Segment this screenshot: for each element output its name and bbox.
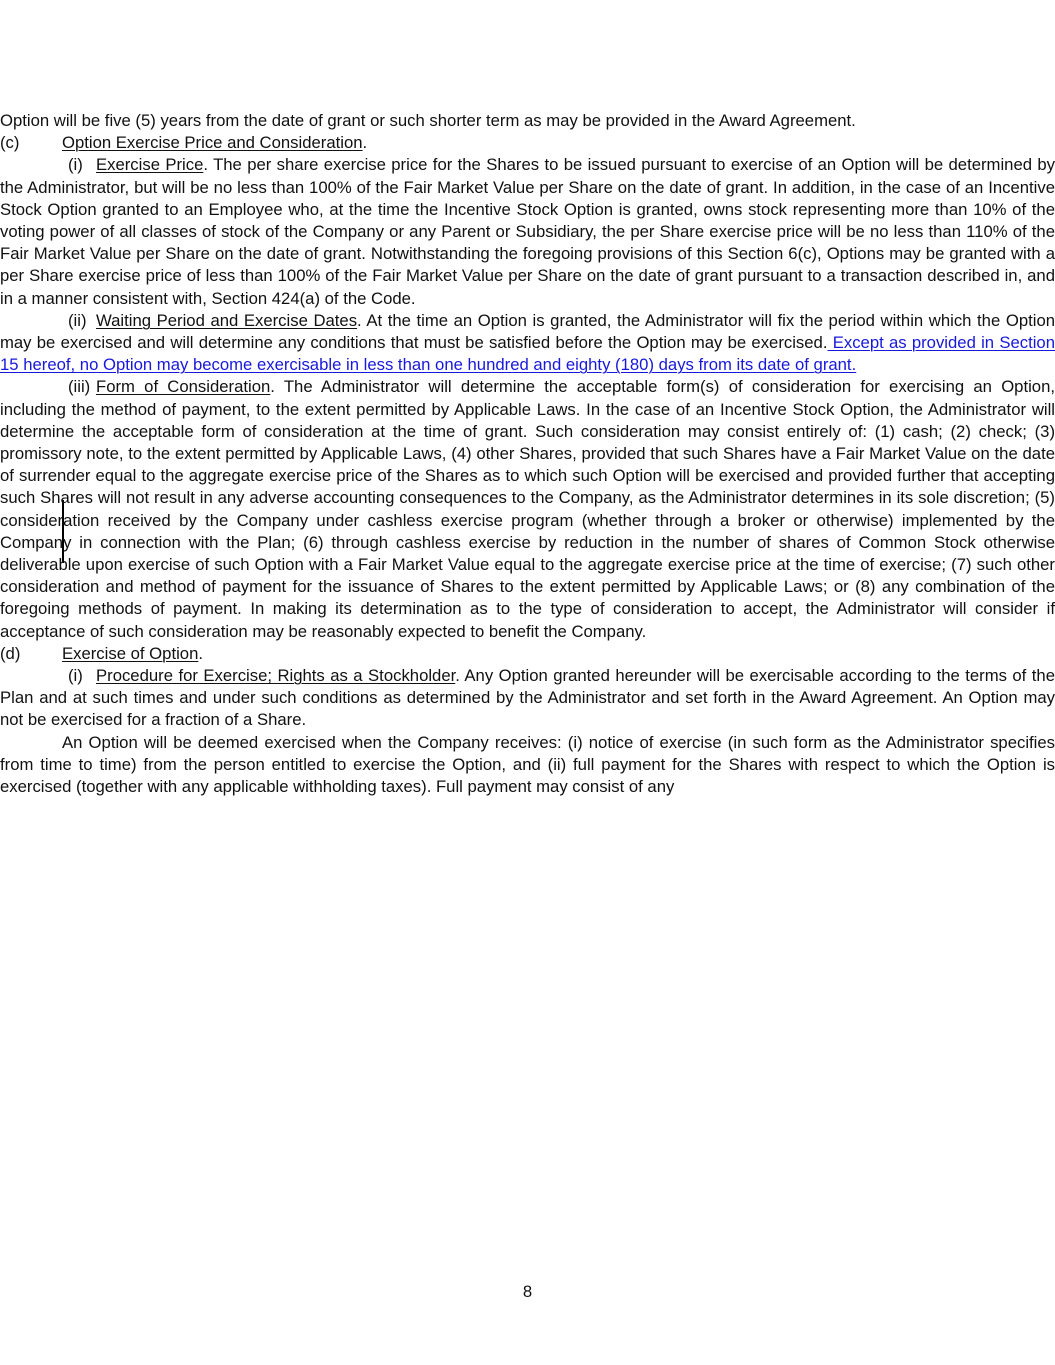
subsection-label-d-i: (i)	[68, 666, 83, 686]
page-number: 8	[522, 1282, 533, 1301]
section-label-c: (c)	[0, 133, 20, 153]
subsection-body-d-i: . Any Option granted hereunder will be exercisable according to the terms of the Plan and at such times and under such conditions as determined by the Administrator and set forth in the Award Agreement. An Option may not be exercised for a fraction of a Share.	[0, 666, 1055, 730]
section-title-c: Option Exercise Price and Consideration	[62, 133, 363, 153]
section-heading-d	[0, 643, 1055, 665]
subsection-title-form-of-consideration: Form of Consideration	[96, 377, 271, 397]
subsection-body-c-iii: . The Administrator will determine the acceptable form(s) of consideration for exercising an Option, including the method of payment, to the extent permitted by Applicable Laws. In the case of an Incentive Stock Option, the Administrator will determine the acceptable form of consideration at the time of grant. Such consideration may consist entirely of: (1) cash; (2) check; (3) promissory note, to the extent permitted by Applicable Laws, (4) other Shares, provided that such Shares have a Fair Market Value on the date of surrender equal to the aggregate exercise price of the Shares as to which such Option will be exercised and provided further that accepting such Shares will not result in any adverse accounting consequences to the Company, as the Administrator determines in its sole discretion; (5) consideration received by the Company under cashless exercise program (whether through a broker or otherwise) implemented by the Company in connection with the Plan; (6) through cashless exercise by reduction in the number of shares of Common Stock otherwise deliverable upon exercise of such Option with a Fair Market Value equal to the aggregate exercise price at the time of exercise; (7) such other consideration and method of payment for the issuance of Shares to the extent permitted by Applicable Laws; or (8) any combination of the foregoing methods of payment. In making its determination as to the type of consideration to accept, the Administrator will consider if acceptance of such consideration may be reasonably expected to benefit the Company.	[0, 377, 1055, 641]
inserted-revision-text: Except as provided in Section 15 hereof, no Option may become exercisable in less than one hundred and eighty (180) days from its date of grant.	[0, 333, 1055, 375]
subsection-title-exercise-price: Exercise Price	[96, 155, 204, 175]
paragraph-d-i-continued: An Option will be deemed exercised when the Company receives: (i) notice of exercise (in such form as the Administrator specifies from time to time) from the person entitled to exercise the Option, and (ii) full payment for the Shares with respect to which the Option is exercised (together with any applicable withholding taxes). Full payment may consist of any	[0, 732, 1055, 797]
subsection-body-c-ii: . At the time an Option is granted, the Administrator will fix the period within which the Option may be exercised and will determine any conditions that must be satisfied before the Option may be exercised.	[0, 310, 1055, 353]
subsection-label-c-iii: (iii)	[68, 377, 91, 397]
paragraph-continuation: Option will be five (5) years from the date of grant or such shorter term as may be provided in the Award Agreement.	[0, 111, 856, 130]
paragraph-d-i	[0, 665, 1055, 732]
section-title-c-period: .	[362, 133, 368, 153]
paragraph-c-iii	[0, 376, 1055, 642]
subsection-label-c-ii: (ii)	[68, 310, 87, 330]
section-title-d-period: .	[198, 643, 203, 663]
subsection-title-waiting-period: Waiting Period and Exercise Dates	[96, 310, 358, 330]
paragraph-c-i	[0, 154, 1055, 309]
section-title-d: Exercise of Option	[62, 643, 199, 663]
subsection-title-procedure-for-exercise: Procedure for Exercise; Rights as a Stockholder	[96, 666, 456, 686]
subsection-body-c-i: . The per share exercise price for the Shares to be issued pursuant to exercise of an Option will be determined by the Administrator, but will be no less than 100% of the Fair Market Value per Share on the date of grant. In addition, in the case of an Incentive Stock Option granted to an Employee who, at the time the Incentive Stock Option is granted, owns stock representing more than 10% of the voting power of all classes of stock of the Company or any Parent or Subsidiary, the per Share exercise price will be no less than 110% of the Fair Market Value per Share on the date of grant. Notwithstanding the foregoing provisions of this Section 6(c), Options may be granted with a per Share exercise price of less than 100% of the Fair Market Value per Share on the date of grant pursuant to a transaction described in, and in a manner consistent with, Section 424(a) of the Code.	[0, 155, 1055, 308]
subsection-label-c-i: (i)	[68, 155, 83, 175]
paragraph-c-ii	[0, 310, 1055, 377]
section-label-d: (d)	[0, 643, 21, 663]
section-heading-c	[0, 132, 1055, 154]
